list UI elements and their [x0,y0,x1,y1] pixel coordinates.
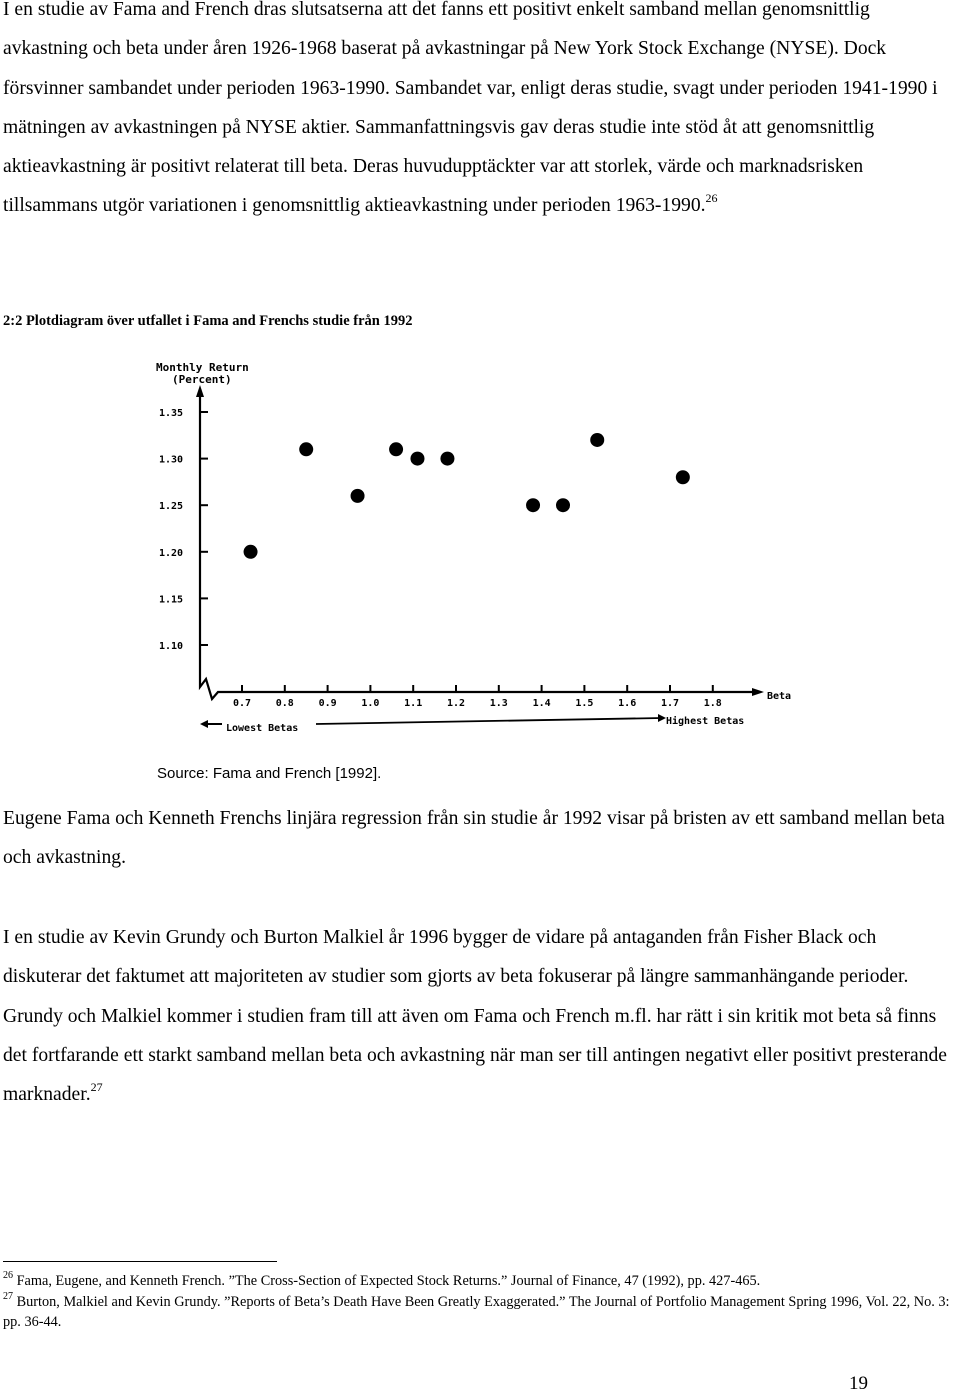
x-tick-label: 1.5 [575,698,594,709]
x-axis-ticks [233,685,722,709]
data-point [244,545,258,559]
footnote-number: 26 [3,1270,13,1282]
data-point [526,498,540,512]
data-point [389,442,403,456]
y-axis-title: Monthly Return [156,361,249,374]
footnote-ref-26[interactable]: 26 [705,190,718,205]
y-tick-label: 1.25 [159,501,184,513]
footnote-26 [3,1271,953,1291]
data-point [440,452,454,466]
data-point [676,470,690,484]
data-point [556,498,570,512]
y-tick-label: 1.20 [159,547,184,559]
y-tick-label: 1.10 [159,641,184,652]
scatter-chart [140,355,840,785]
x-tick-label: 1.3 [489,698,508,709]
y-tick-label: 1.30 [159,454,184,466]
data-points [244,433,690,559]
body-paragraph-3 [3,918,958,1114]
footnote-27 [3,1292,953,1332]
body-paragraph-2: Eugene Fama och Kenneth Frenchs linjära regression från sin studie år 1992 visar på bristen av ett samband mellan beta och avkastning. [3,808,945,869]
figure-caption: 2:2 Plotdiagram över utfallet i Fama and Frenchs studie från 1992 [3,313,413,329]
footnote-ref-27[interactable]: 27 [90,1079,103,1094]
x-axis-title: Beta [767,691,792,702]
x-tick-label: 1.4 [532,698,551,709]
x-tick-label: 1.7 [660,698,680,709]
data-point [351,489,365,503]
footnote-text: Fama, Eugene, and Kenneth French. ”The Cross-Section of Expected Stock Returns.” Journal of Finance, 47 (1992), pp. 427-465. [16,1273,761,1289]
x-tick-label: 1.6 [618,698,637,709]
footnote-text: Burton, Malkiel and Kevin Grundy. ”Reports of Beta’s Death Have Been Greatly Exaggerated.” The Journal of Portfolio Management Spring 1996, Vol. 22, No. 3: pp. 36-44. [3,1294,950,1330]
x-tick-label: 1.1 [404,698,423,709]
x-axis-high-label: Highest Betas [666,716,745,727]
x-tick-label: 0.7 [232,698,252,709]
high-label-arrowhead [658,714,666,722]
page-number: 19 [849,1373,868,1394]
paragraph-text: I en studie av Fama and French dras slutsatserna att det fanns ett positivt enkelt samband mellan genomsnittlig avkastning och beta under åren 1926-1968 baserat på avkastningar på New York Stock Exchange (NYSE). Dock försvinner sambandet under perioden 1963-1990. Sambandet var, enligt deras studie, svagt under perioden 1941-1990 i mätningen av avkastningen på NYSE aktier. Sammanfattningsvis gav deras studie inte stöd åt att genomsnittlig aktieavkastning är positivt relaterat till beta. Deras huvudupptäckter var att storlek, värde och marknadsrisken tillsammans utgör variationen i genomsnittlig aktieavkastning under perioden 1963-1990. [3,0,938,217]
y-axis-arrow [196,385,204,397]
footnote-number: 27 [3,1291,13,1303]
x-tick-label: 0.8 [275,698,294,709]
x-axis-arrow [752,688,764,696]
x-tick-label: 0.9 [318,698,337,709]
y-axis-unit: (Percent) [172,373,232,386]
data-point [590,433,604,447]
paragraph-text: I en studie av Kevin Grundy och Burton Malkiel år 1996 bygger de vidare på antaganden från Fisher Black och diskuterar det faktumet att majoriteten av studier som gjorts av beta fokuserar på längre sammanhängande perioder. Grundy och Malkiel kommer i studien fram till att även om Fama och French m.fl. har rätt i sin kritik mot beta så finns det fortfarande ett starkt samband mellan beta och avkastning när man ser till antingen negativt eller positivt presterande marknader. [3,927,947,1106]
x-axis-low-label: Lowest Betas [226,723,299,734]
body-paragraph-1 [3,0,958,226]
y-tick-label: 1.35 [159,408,184,419]
x-tick-label: 1.0 [361,698,380,709]
y-tick-label: 1.15 [159,594,184,606]
data-point [410,452,424,466]
chart-axes [196,385,764,728]
figure-source: Source: Fama and French [1992]. [157,765,382,782]
beta-range-line [316,718,662,724]
low-label-arrowhead [200,720,208,728]
x-tick-label: 1.8 [703,698,722,709]
footnote-separator [3,1261,277,1262]
data-point [299,442,313,456]
x-tick-label: 1.2 [446,698,466,709]
